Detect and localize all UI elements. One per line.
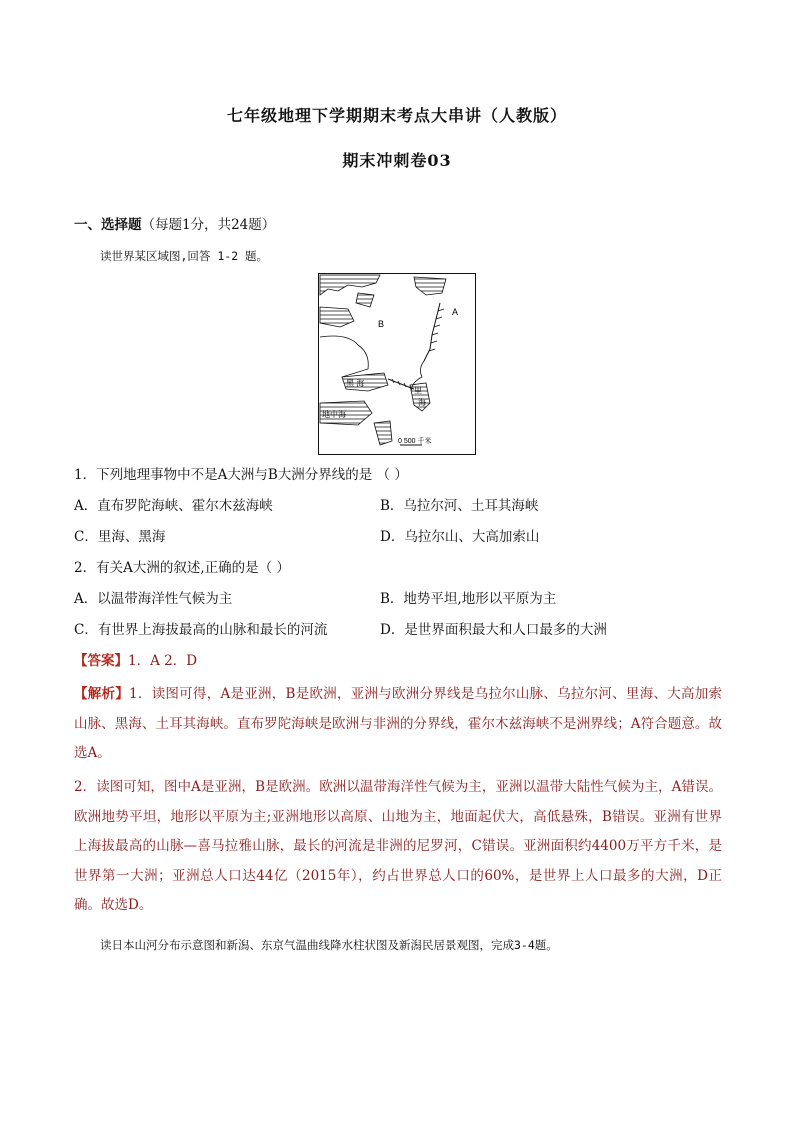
map-label-b: B bbox=[378, 319, 385, 329]
q1-option-a: A．直布罗陀海峡、霍尔木兹海峡 bbox=[74, 498, 273, 514]
world-region-map bbox=[318, 273, 476, 455]
map-label-caspian: 里 bbox=[414, 386, 422, 395]
page-title: 七年级地理下学期期末考点大串讲（人教版） bbox=[226, 106, 567, 125]
q1-stem: 1．下列地理事物中不是A大洲与B大洲分界线的是 （ ） bbox=[74, 467, 408, 483]
q2-option-a: A．以温带海洋性气候为主 bbox=[74, 591, 233, 607]
analysis-label: 【解析】 bbox=[74, 686, 130, 702]
section-heading bbox=[74, 215, 275, 235]
section-heading-rest: （每题1分，共24题） bbox=[141, 217, 276, 233]
intro-text-1: 读世界某区域图,回答 1-2 题。 bbox=[100, 249, 269, 263]
answer-text: 1．A 2．D bbox=[128, 653, 198, 669]
q1-option-d: D．乌拉尔山、大高加索山 bbox=[380, 529, 540, 545]
q2-stem: 2．有关A大洲的叙述,正确的是（ ） bbox=[74, 560, 290, 576]
map-scale: 0 500 千米 bbox=[398, 438, 432, 445]
analysis-text-1: 1．读图可得，A是亚洲，B是欧洲，亚洲与欧洲分界线是乌拉尔山脉、乌拉尔河、里海、大高加索山脉、黑海、土耳其海峡。直布罗陀海峡是欧洲与非洲的分界线，霍尔木兹海峡不是洲界线；A符合题意。故选A。 bbox=[74, 686, 722, 761]
q1-option-b: B．乌拉尔河、土耳其海峡 bbox=[380, 498, 539, 514]
map-label-black-sea: 黑 海 bbox=[346, 379, 365, 388]
map-label-caspian-2: 海 bbox=[418, 398, 426, 407]
analysis-paragraph-2: 2．读图可知，图中A是亚洲，B是欧洲。欧洲以温带海洋性气候为主，亚洲以温带大陆性气候为主，A错误。欧洲地势平坦，地形以平原为主;亚洲地形以高原、山地为主，地面起伏大，高低悬殊，B错误。亚洲有世界上海拔最高的山脉—喜马拉雅山脉，最长的河流是非洲的尼罗河，C错误。亚洲面积约4400万平方千米，是世界第一大洲；亚洲总人口达44亿（2015年），约占世界总人口的60%，是世界上人口最多的大洲，D正确。故选D。 bbox=[74, 779, 722, 913]
q2-option-c: C．有世界上海拔最高的山脉和最长的河流 bbox=[74, 622, 328, 638]
intro-text-2: 读日本山河分布示意图和新潟、东京气温曲线降水柱状图及新潟民居景观图，完成3-4题。 bbox=[100, 938, 558, 952]
map-svg bbox=[318, 273, 476, 455]
analysis-paragraph-1 bbox=[74, 680, 722, 769]
section-heading-bold: 一、选择题 bbox=[74, 217, 142, 233]
map-label-a: A bbox=[452, 307, 459, 317]
q2-option-b: B．地势平坦,地形以平原为主 bbox=[380, 591, 557, 607]
q2-option-d: D．是世界面积最大和人口最多的大洲 bbox=[380, 622, 607, 638]
answer-line bbox=[74, 651, 197, 671]
map-label-mediterranean: 地中海 bbox=[322, 410, 346, 419]
page-subtitle: 期末冲刺卷03 bbox=[342, 151, 452, 170]
answer-label: 【答案】 bbox=[74, 653, 128, 669]
q1-option-c: C．里海、黑海 bbox=[74, 529, 166, 545]
